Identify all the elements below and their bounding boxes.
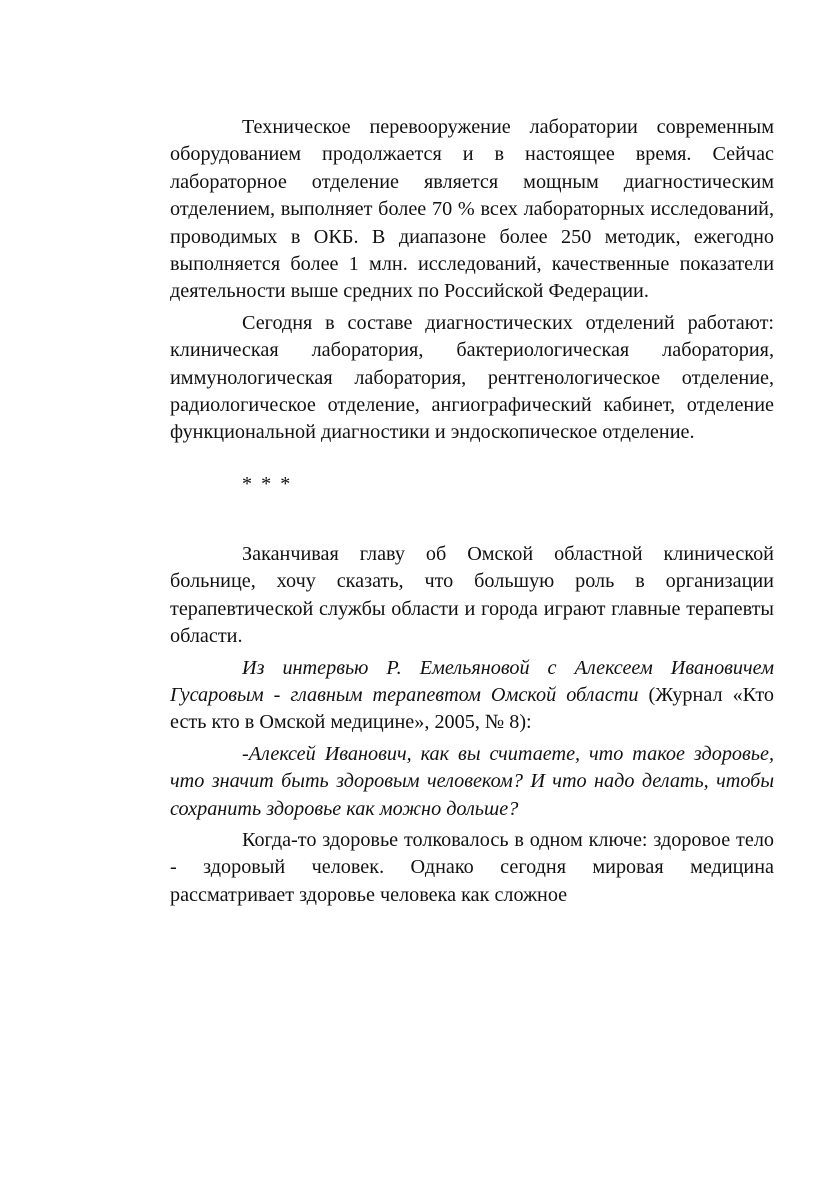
section-separator: * * *	[242, 472, 293, 495]
section-spacer	[170, 498, 774, 541]
paragraph-interview-answer: Когда-то здоровье толковалось в одном ключе: здоровое тело - здоровый человек. Однако сегодня мировая медицина рассматривает здоровье человека как сложное	[170, 828, 774, 906]
paragraph-interview-question	[170, 741, 774, 823]
interview-source: (Журнал «Кто есть кто в Омской медицине», 2005, № 8):	[170, 683, 775, 734]
interview-question-italic: -Алексей Иванович, как вы считаете, что такое здоровье, что значит быть здоровым человеком? И что надо делать, чтобы сохранить здоровье как можно дольше?	[170, 742, 774, 820]
paragraph-interview-intro	[170, 655, 774, 737]
interview-intro-italic: Из интервью Р. Емельяновой с Алексеем Ивановичем Гусаровым - главным терапевтом Омской области	[170, 656, 774, 706]
paragraph-diagnostic-departments: Сегодня в составе диагностических отделений работают: клиническая лаборатория, бактериологическая лаборатория, иммунологическая лаборатория, рентгенологическое отделение, радиологическое отделение, ангиографический кабинет, отделение функциональной диагностики и эндоскопическое отделение.	[170, 311, 774, 444]
document-page	[170, 114, 774, 913]
paragraph-chapter-conclusion: Заканчивая главу об Омской областной клинической больнице, хочу сказать, что большую роль в организации терапевтической службы области и города играют главные терапевты области.	[170, 542, 774, 648]
paragraph-lab-reequipment: Техническое перевооружение лаборатории современным оборудованием продолжается и в настоящее время. Сейчас лабораторное отделение является мощным диагностическим отделением, выполняет более 70 % всех лабораторных исследований, проводимых в ОКБ. В диапазоне более 250 методик, ежегодно выполняется более 1 млн. исследований, качественные показатели деятельности выше средних по Российской Федерации.	[170, 116, 774, 303]
